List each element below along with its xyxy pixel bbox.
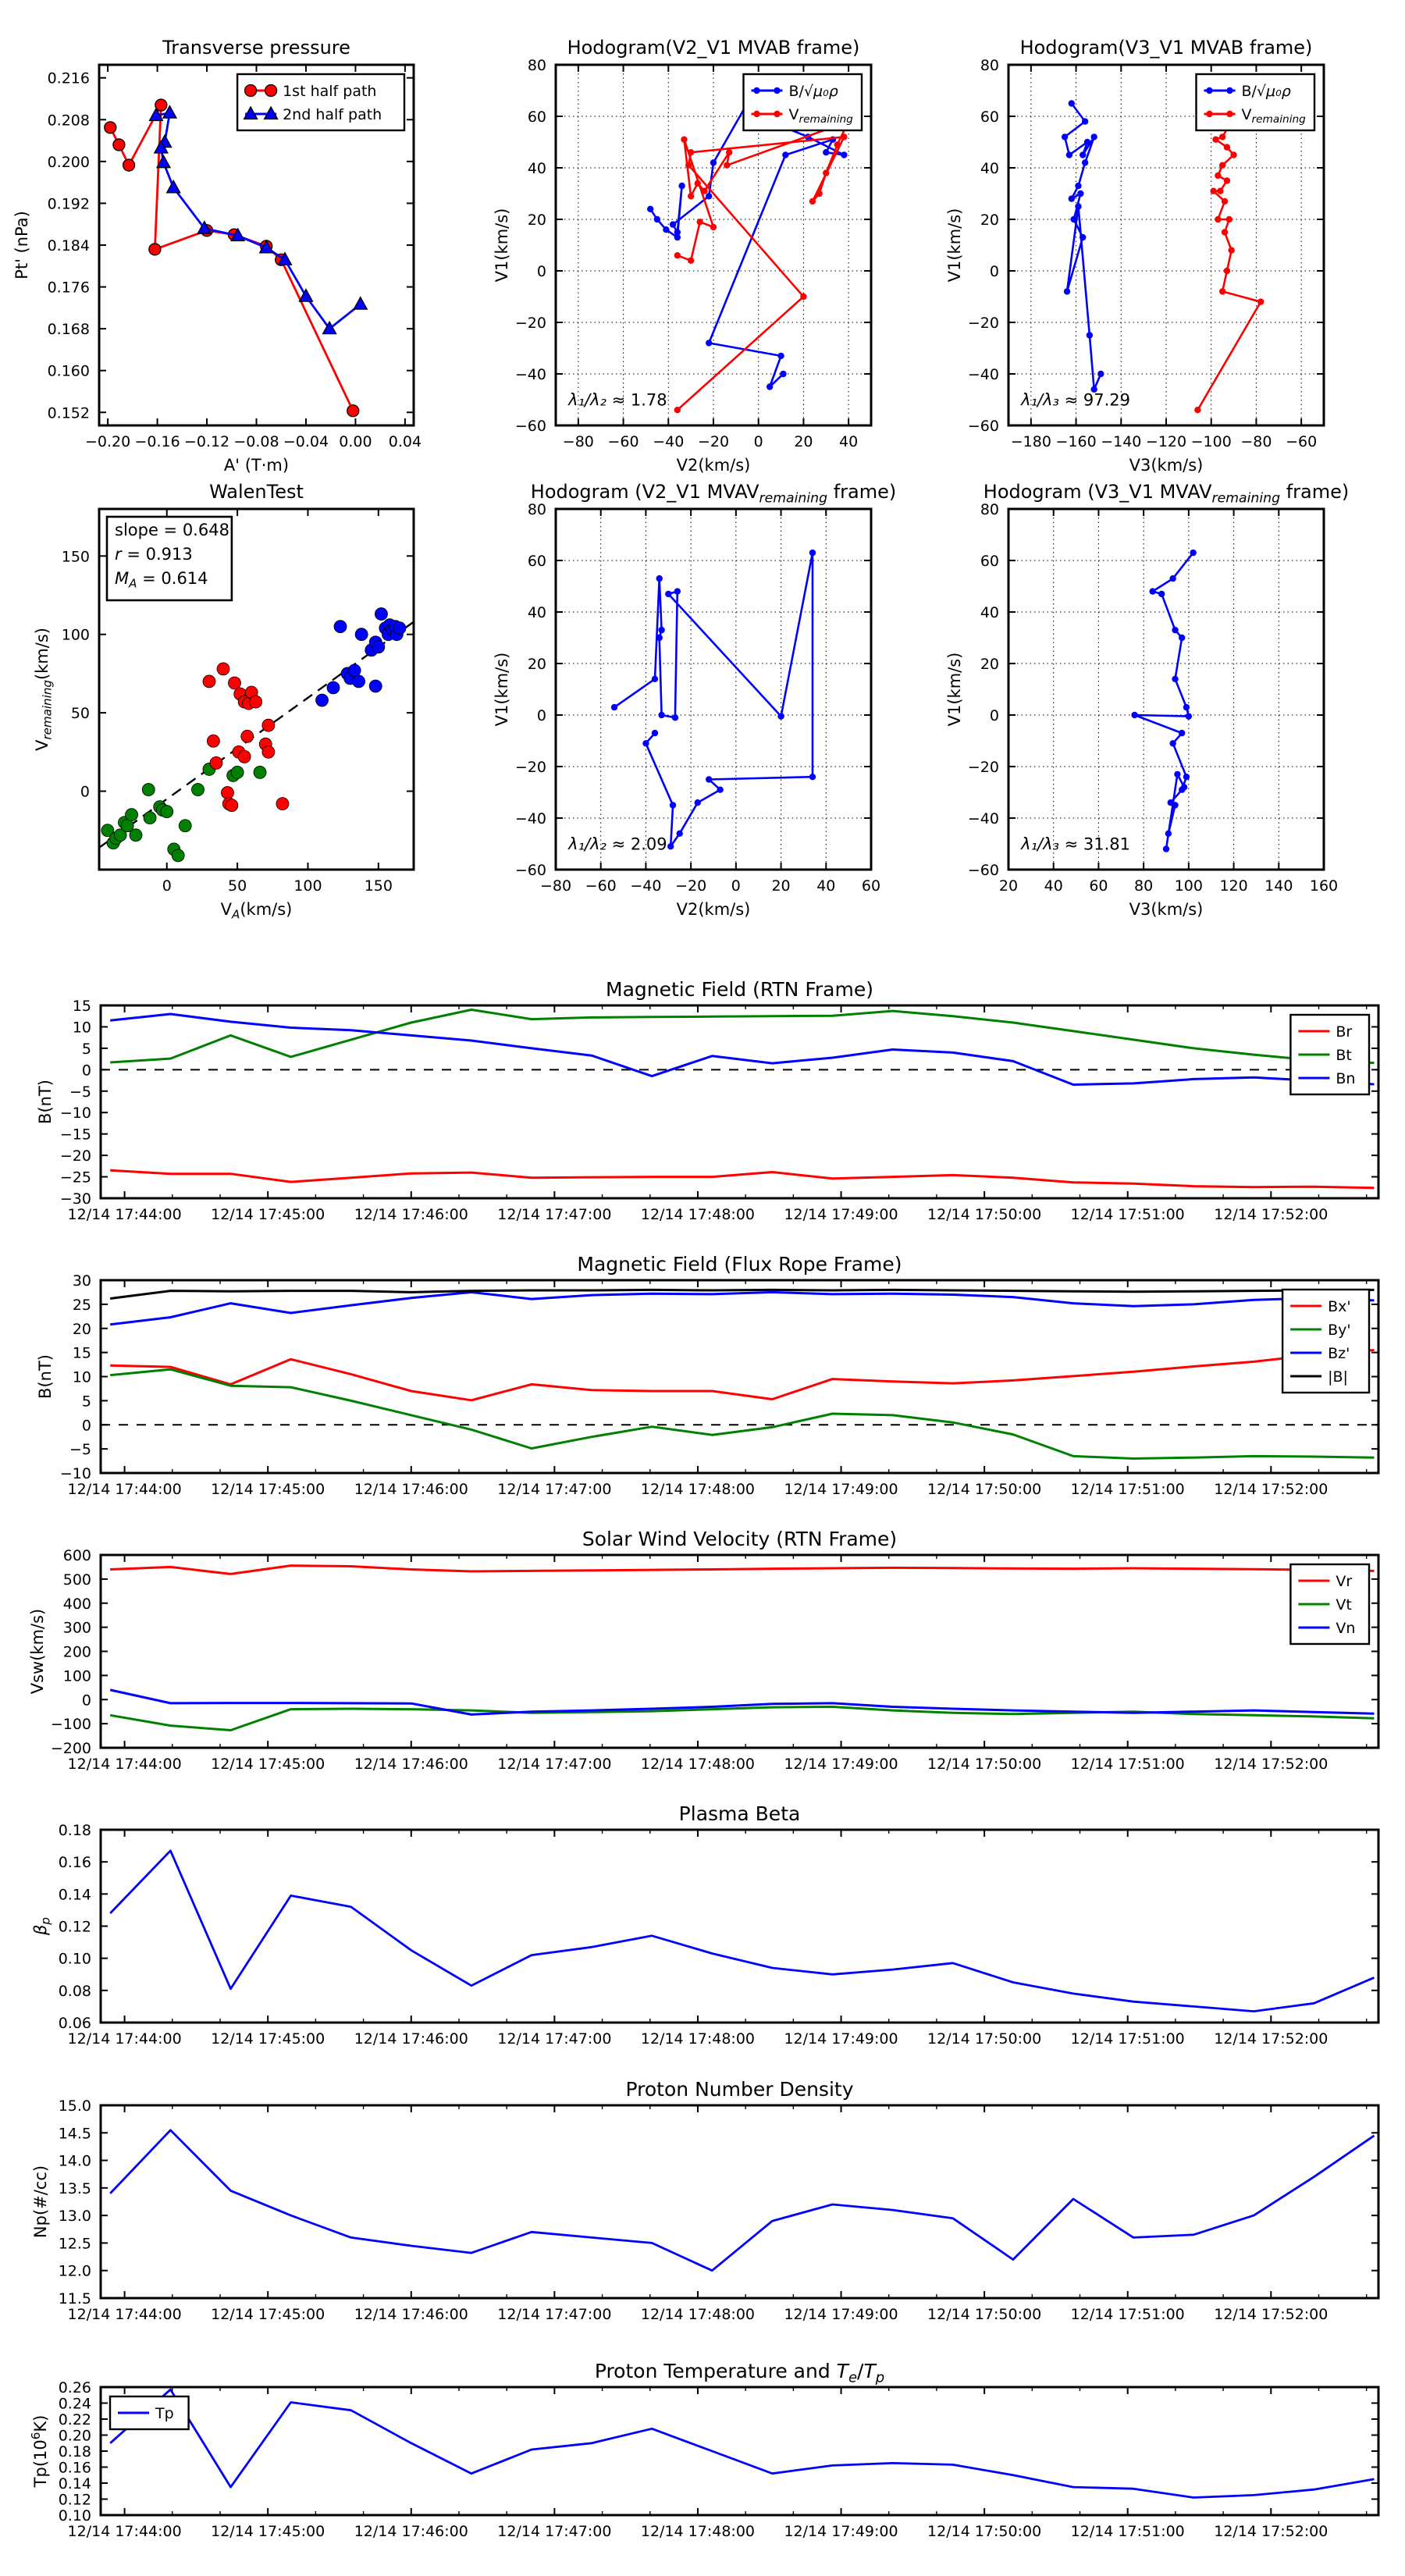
svg-text:12/14 17:47:00: 12/14 17:47:00 bbox=[497, 2523, 612, 2540]
svg-text:12/14 17:51:00: 12/14 17:51:00 bbox=[1070, 2306, 1185, 2323]
svg-text:Hodogram (V3_V1 MVAVremaining: Hodogram (V3_V1 $MVAV_{remaining}$ frame) bbox=[983, 481, 1350, 507]
svg-text:5: 5 bbox=[81, 1040, 91, 1058]
annotation: λ₁/λ₃ ≈ 97.29 bbox=[1021, 390, 1131, 410]
chart-hodogram-v3v1-mvav bbox=[945, 481, 1350, 919]
legend bbox=[744, 74, 863, 130]
svg-text:12/14 17:51:00: 12/14 17:51:00 bbox=[1070, 1756, 1185, 1773]
svg-text:12/14 17:49:00: 12/14 17:49:00 bbox=[784, 1481, 898, 1498]
plot-proton-density bbox=[31, 2078, 1378, 2323]
svg-text:12.5: 12.5 bbox=[58, 2235, 91, 2253]
svg-text:0: 0 bbox=[536, 707, 546, 724]
svg-text:Proton Temperature and Te/Tp: Proton Temperature and $T_e/T_p$ bbox=[594, 2360, 885, 2386]
svg-text:12/14 17:52:00: 12/14 17:52:00 bbox=[1214, 2523, 1329, 2540]
svg-text:0.12: 0.12 bbox=[58, 1918, 91, 1936]
svg-text:−40: −40 bbox=[630, 877, 662, 895]
plot-vsw-rtn bbox=[28, 1528, 1378, 1773]
chart-hodogram-v3v1-mvab bbox=[945, 37, 1324, 475]
svg-text:−100: −100 bbox=[1190, 433, 1232, 450]
svg-text:−20: −20 bbox=[675, 877, 707, 895]
svg-text:40: 40 bbox=[1044, 877, 1063, 895]
plot-walen-test bbox=[33, 481, 414, 922]
svg-text:12/14 17:52:00: 12/14 17:52:00 bbox=[1214, 2030, 1329, 2048]
svg-text:−60: −60 bbox=[1286, 433, 1318, 450]
svg-text:0: 0 bbox=[753, 433, 763, 450]
svg-text:12/14 17:44:00: 12/14 17:44:00 bbox=[67, 1206, 182, 1223]
svg-text:0.26: 0.26 bbox=[58, 2379, 91, 2396]
svg-text:0.152: 0.152 bbox=[47, 404, 90, 422]
svg-text:20: 20 bbox=[794, 433, 813, 450]
svg-text:−40: −40 bbox=[514, 366, 546, 383]
svg-text:20: 20 bbox=[527, 212, 546, 229]
svg-text:12/14 17:46:00: 12/14 17:46:00 bbox=[354, 1756, 468, 1773]
chart-hodogram-v2v1-mvab bbox=[493, 37, 871, 475]
svg-text:Magnetic Field (RTN Frame): Magnetic Field (RTN Frame) bbox=[606, 978, 873, 1001]
svg-text:B(nT): B(nT) bbox=[36, 1354, 55, 1399]
svg-text:−25: −25 bbox=[59, 1169, 91, 1187]
svg-text:Tp(106K): $Tp(10^6K)$ bbox=[29, 2414, 50, 2488]
chart-proton-number-density bbox=[31, 2078, 1378, 2323]
svg-text:Tp: Tp bbox=[155, 2405, 174, 2422]
svg-text:Hodogram(V2_V1 MVAB frame): Hodogram(V2_V1 MVAB frame) bbox=[567, 37, 860, 59]
svg-text:150: 150 bbox=[364, 877, 393, 895]
annotation: λ₁/λ₂ ≈ 2.09 bbox=[568, 834, 667, 854]
svg-text:500: 500 bbox=[62, 1571, 91, 1589]
svg-text:400: 400 bbox=[62, 1595, 91, 1613]
svg-text:0.200: 0.200 bbox=[47, 153, 90, 171]
svg-text:12/14 17:45:00: 12/14 17:45:00 bbox=[211, 1756, 325, 1773]
svg-text:−200: −200 bbox=[50, 1740, 91, 1757]
svg-text:Vr: Vr bbox=[1336, 1573, 1353, 1590]
svg-text:12/14 17:51:00: 12/14 17:51:00 bbox=[1070, 1481, 1185, 1498]
svg-text:12/14 17:46:00: 12/14 17:46:00 bbox=[354, 2030, 468, 2048]
svg-text:−60: −60 bbox=[607, 433, 639, 450]
svg-text:12/14 17:48:00: 12/14 17:48:00 bbox=[640, 1206, 756, 1223]
svg-text:12/14 17:45:00: 12/14 17:45:00 bbox=[211, 2030, 325, 2048]
svg-text:−5: −5 bbox=[69, 1441, 91, 1459]
svg-text:Hodogram(V3_V1 MVAB frame): Hodogram(V3_V1 MVAB frame) bbox=[1019, 37, 1313, 59]
svg-text:12/14 17:46:00: 12/14 17:46:00 bbox=[354, 2306, 468, 2323]
svg-text:0.192: 0.192 bbox=[47, 195, 90, 213]
svg-text:80: 80 bbox=[527, 57, 546, 74]
svg-text:14.5: 14.5 bbox=[58, 2125, 91, 2143]
svg-text:30: 30 bbox=[72, 1272, 91, 1290]
svg-text:B(nT): B(nT) bbox=[36, 1080, 55, 1124]
svg-text:Hodogram (V2_V1 MVAVremaining: Hodogram (V2_V1 $MVAV_{remaining}$ frame) bbox=[530, 481, 897, 507]
annotation: λ₁/λ₂ ≈ 1.78 bbox=[568, 390, 667, 410]
svg-text:−0.16: −0.16 bbox=[134, 433, 180, 450]
svg-text:0.18: 0.18 bbox=[58, 2443, 91, 2460]
plot-hodogram-v3v1-mvab bbox=[945, 37, 1324, 475]
svg-text:1st half path: 1st half path bbox=[283, 83, 377, 100]
svg-text:25: 25 bbox=[72, 1296, 91, 1314]
svg-text:20: 20 bbox=[771, 877, 791, 895]
svg-text:80: 80 bbox=[1134, 877, 1154, 895]
svg-text:14.0: 14.0 bbox=[58, 2152, 91, 2170]
svg-text:−20: −20 bbox=[59, 1147, 91, 1165]
svg-text:Vremaining: $V_{remaining}$ bbox=[1241, 106, 1306, 126]
svg-text:0.24: 0.24 bbox=[58, 2395, 91, 2413]
svg-text:Vt: Vt bbox=[1336, 1596, 1352, 1614]
svg-text:Bz': Bz' bbox=[1328, 1345, 1350, 1362]
svg-text:12/14 17:45:00: 12/14 17:45:00 bbox=[211, 2523, 325, 2540]
svg-text:20: 20 bbox=[980, 656, 999, 673]
svg-text:13.0: 13.0 bbox=[58, 2208, 91, 2226]
svg-text:13.5: 13.5 bbox=[58, 2179, 91, 2197]
svg-text:40: 40 bbox=[980, 604, 999, 621]
svg-text:−140: −140 bbox=[1101, 433, 1142, 450]
svg-text:12/14 17:49:00: 12/14 17:49:00 bbox=[784, 1206, 898, 1223]
chart-solar-wind-velocity bbox=[28, 1528, 1378, 1773]
svg-text:0.00: 0.00 bbox=[339, 433, 372, 450]
svg-text:Vn: Vn bbox=[1336, 1620, 1356, 1637]
svg-text:0.10: 0.10 bbox=[58, 2507, 91, 2524]
svg-text:Pt' (nPa): Pt' (nPa) bbox=[12, 211, 31, 279]
svg-text:0: 0 bbox=[536, 263, 546, 280]
svg-text:0.04: 0.04 bbox=[388, 433, 422, 450]
svg-text:40: 40 bbox=[980, 160, 999, 177]
svg-text:Vremaining: $V_{remaining}$ bbox=[788, 106, 853, 126]
svg-text:12/14 17:47:00: 12/14 17:47:00 bbox=[497, 2306, 612, 2323]
svg-text:V2(km/s): V2(km/s) bbox=[676, 456, 751, 475]
svg-text:12/14 17:50:00: 12/14 17:50:00 bbox=[927, 2030, 1042, 2048]
svg-text:200: 200 bbox=[62, 1643, 91, 1661]
svg-text:WalenTest: WalenTest bbox=[209, 481, 304, 503]
svg-text:B/√μ₀ρ: B/√μ₀ρ bbox=[788, 83, 838, 100]
svg-text:12/14 17:48:00: 12/14 17:48:00 bbox=[640, 1481, 756, 1498]
svg-text:0.06: 0.06 bbox=[58, 2015, 91, 2032]
legend bbox=[237, 74, 404, 130]
svg-text:12/14 17:51:00: 12/14 17:51:00 bbox=[1070, 2030, 1185, 2048]
svg-text:12/14 17:47:00: 12/14 17:47:00 bbox=[497, 2030, 612, 2048]
annotation: λ₁/λ₃ ≈ 31.81 bbox=[1021, 834, 1131, 854]
svg-text:V1(km/s): V1(km/s) bbox=[945, 208, 964, 283]
plot-transverse-pressure bbox=[12, 37, 422, 475]
svg-text:0: 0 bbox=[81, 1417, 91, 1435]
svg-text:40: 40 bbox=[839, 433, 859, 450]
svg-text:50: 50 bbox=[228, 877, 247, 895]
svg-text:A' (T·m): A' (T·m) bbox=[223, 456, 290, 475]
svg-text:20: 20 bbox=[72, 1320, 91, 1338]
plot-b-fluxrope bbox=[36, 1253, 1378, 1498]
svg-text:12/14 17:44:00: 12/14 17:44:00 bbox=[67, 2030, 182, 2048]
svg-text:By': By' bbox=[1328, 1322, 1351, 1339]
chart-hodogram-v2v1-mvav bbox=[493, 481, 897, 919]
svg-text:12/14 17:50:00: 12/14 17:50:00 bbox=[927, 2306, 1042, 2323]
svg-text:−160: −160 bbox=[1055, 433, 1097, 450]
svg-text:Transverse pressure: Transverse pressure bbox=[162, 37, 350, 59]
svg-text:−10: −10 bbox=[59, 1465, 91, 1482]
svg-text:0.160: 0.160 bbox=[47, 362, 90, 380]
svg-text:50: 50 bbox=[70, 705, 90, 723]
svg-text:100: 100 bbox=[61, 626, 90, 644]
svg-text:12/14 17:45:00: 12/14 17:45:00 bbox=[211, 1206, 325, 1223]
svg-text:0.14: 0.14 bbox=[58, 1886, 91, 1904]
svg-text:−15: −15 bbox=[59, 1126, 91, 1144]
chart-transverse-pressure bbox=[12, 37, 422, 475]
svg-text:60: 60 bbox=[527, 109, 546, 126]
svg-text:20: 20 bbox=[527, 656, 546, 673]
svg-text:slope = 0.648: slope = 0.648 bbox=[115, 521, 229, 539]
svg-text:40: 40 bbox=[527, 604, 546, 621]
svg-text:12/14 17:49:00: 12/14 17:49:00 bbox=[784, 2523, 898, 2540]
svg-text:0.176: 0.176 bbox=[47, 279, 90, 297]
svg-text:20: 20 bbox=[980, 212, 999, 229]
svg-text:0.14: 0.14 bbox=[58, 2475, 91, 2492]
svg-text:V1(km/s): V1(km/s) bbox=[493, 652, 511, 727]
svg-text:12/14 17:50:00: 12/14 17:50:00 bbox=[927, 1206, 1042, 1223]
legend bbox=[1290, 1564, 1369, 1644]
svg-text:12/14 17:49:00: 12/14 17:49:00 bbox=[784, 2306, 898, 2323]
svg-text:12/14 17:44:00: 12/14 17:44:00 bbox=[67, 2523, 182, 2540]
svg-text:Bt: Bt bbox=[1336, 1047, 1352, 1064]
svg-text:12/14 17:48:00: 12/14 17:48:00 bbox=[640, 2306, 756, 2323]
svg-text:80: 80 bbox=[980, 57, 999, 74]
chart-magnetic-field-rtn bbox=[36, 978, 1378, 1223]
svg-text:20: 20 bbox=[998, 877, 1019, 895]
legend bbox=[1197, 74, 1315, 130]
svg-text:0.168: 0.168 bbox=[47, 321, 90, 339]
svg-text:Proton Number Density: Proton Number Density bbox=[625, 2078, 854, 2101]
svg-text:Np(#/cc): Np(#/cc) bbox=[31, 2165, 50, 2239]
svg-text:60: 60 bbox=[980, 109, 999, 126]
svg-text:150: 150 bbox=[61, 548, 90, 566]
svg-text:Br: Br bbox=[1336, 1023, 1353, 1041]
svg-text:12/14 17:48:00: 12/14 17:48:00 bbox=[640, 2030, 756, 2048]
svg-text:−20: −20 bbox=[514, 315, 546, 332]
svg-text:−10: −10 bbox=[59, 1105, 91, 1123]
svg-text:12/14 17:44:00: 12/14 17:44:00 bbox=[67, 1756, 182, 1773]
svg-text:60: 60 bbox=[980, 553, 999, 570]
svg-text:0.10: 0.10 bbox=[58, 1950, 91, 1968]
svg-text:12/14 17:50:00: 12/14 17:50:00 bbox=[927, 1481, 1042, 1498]
svg-text:12/14 17:49:00: 12/14 17:49:00 bbox=[784, 1756, 898, 1773]
svg-text:−40: −40 bbox=[967, 366, 999, 383]
svg-text:12/14 17:51:00: 12/14 17:51:00 bbox=[1070, 1206, 1185, 1223]
svg-text:−120: −120 bbox=[1145, 433, 1187, 450]
svg-text:80: 80 bbox=[980, 501, 999, 518]
svg-text:−40: −40 bbox=[967, 810, 999, 827]
svg-text:0.216: 0.216 bbox=[47, 69, 90, 87]
svg-text:0.16: 0.16 bbox=[58, 1854, 91, 1872]
svg-text:0.16: 0.16 bbox=[58, 2459, 91, 2477]
svg-text:−40: −40 bbox=[653, 433, 685, 450]
svg-text:2nd half path: 2nd half path bbox=[283, 106, 382, 123]
svg-text:12/14 17:44:00: 12/14 17:44:00 bbox=[67, 2306, 182, 2323]
svg-text:100: 100 bbox=[62, 1667, 91, 1685]
svg-text:0: 0 bbox=[81, 1062, 91, 1080]
svg-text:0.22: 0.22 bbox=[58, 2411, 91, 2428]
svg-text:12/14 17:50:00: 12/14 17:50:00 bbox=[927, 2523, 1042, 2540]
svg-text:V1(km/s): V1(km/s) bbox=[945, 652, 964, 727]
plot-hodogram-v3v1-mvav bbox=[945, 481, 1350, 919]
svg-text:Plasma Beta: Plasma Beta bbox=[678, 1802, 801, 1825]
svg-text:−20: −20 bbox=[967, 315, 999, 332]
chart-walen-test bbox=[33, 481, 414, 922]
svg-text:0.20: 0.20 bbox=[58, 2427, 91, 2445]
svg-text:600: 600 bbox=[62, 1547, 91, 1564]
svg-text:−60: −60 bbox=[967, 862, 999, 879]
svg-text:V1(km/s): V1(km/s) bbox=[493, 208, 511, 283]
svg-text:0: 0 bbox=[989, 707, 999, 724]
svg-text:VA(km/s): $V_A(km/s)$ bbox=[220, 900, 293, 922]
plot-proton-temperature bbox=[29, 2360, 1378, 2540]
svg-text:−80: −80 bbox=[1240, 433, 1272, 450]
svg-text:−180: −180 bbox=[1010, 433, 1051, 450]
svg-text:140: 140 bbox=[1264, 877, 1293, 895]
svg-text:βp: $\beta_p$ bbox=[31, 1917, 53, 1935]
svg-text:12/14 17:48:00: 12/14 17:48:00 bbox=[640, 2523, 756, 2540]
svg-text:Bn: Bn bbox=[1336, 1070, 1356, 1087]
svg-text:12/14 17:48:00: 12/14 17:48:00 bbox=[640, 1756, 756, 1773]
svg-text:0: 0 bbox=[731, 877, 741, 895]
svg-text:40: 40 bbox=[816, 877, 836, 895]
svg-text:300: 300 bbox=[62, 1619, 91, 1637]
chart-proton-temperature bbox=[29, 2360, 1378, 2540]
svg-text:−20: −20 bbox=[514, 759, 546, 776]
plot-hodogram-v2v1-mvav bbox=[493, 481, 897, 919]
svg-text:Vremaining(km/s): $V_{remaining}(km/s)$ bbox=[33, 627, 55, 752]
svg-text:60: 60 bbox=[527, 553, 546, 570]
svg-text:−0.04: −0.04 bbox=[283, 433, 329, 450]
svg-text:MA = 0.614: $M_A = 0.614$ bbox=[115, 569, 208, 591]
legend bbox=[1290, 1015, 1369, 1094]
svg-text:−80: −80 bbox=[562, 433, 594, 450]
svg-text:40: 40 bbox=[527, 160, 546, 177]
svg-text:12/14 17:47:00: 12/14 17:47:00 bbox=[497, 1206, 612, 1223]
svg-text:12.0: 12.0 bbox=[58, 2262, 91, 2280]
svg-text:V2(km/s): V2(km/s) bbox=[676, 900, 751, 919]
svg-text:15.0: 15.0 bbox=[58, 2097, 91, 2115]
svg-text:100: 100 bbox=[1174, 877, 1203, 895]
svg-text:100: 100 bbox=[293, 877, 322, 895]
svg-text:−20: −20 bbox=[697, 433, 730, 450]
svg-text:0: 0 bbox=[80, 783, 90, 801]
svg-text:12/14 17:44:00: 12/14 17:44:00 bbox=[67, 1481, 182, 1498]
svg-text:−40: −40 bbox=[514, 810, 546, 827]
plot-b-rtn bbox=[36, 978, 1378, 1223]
svg-text:12/14 17:47:00: 12/14 17:47:00 bbox=[497, 1756, 612, 1773]
svg-text:160: 160 bbox=[1309, 877, 1339, 895]
svg-text:120: 120 bbox=[1219, 877, 1248, 895]
svg-text:−60: −60 bbox=[967, 418, 999, 435]
svg-text:−5: −5 bbox=[69, 1083, 91, 1101]
svg-text:12/14 17:52:00: 12/14 17:52:00 bbox=[1214, 1481, 1329, 1498]
svg-text:12/14 17:45:00: 12/14 17:45:00 bbox=[211, 2306, 325, 2323]
svg-text:Vsw(km/s): Vsw(km/s) bbox=[28, 1608, 47, 1695]
svg-text:12/14 17:52:00: 12/14 17:52:00 bbox=[1214, 1206, 1329, 1223]
svg-text:0.18: 0.18 bbox=[58, 1822, 91, 1839]
svg-text:V3(km/s): V3(km/s) bbox=[1129, 456, 1204, 475]
svg-text:Bx': Bx' bbox=[1328, 1298, 1351, 1315]
legend bbox=[110, 2396, 189, 2429]
svg-text:−20: −20 bbox=[967, 759, 999, 776]
chart-magnetic-field-fluxrope bbox=[36, 1253, 1378, 1498]
svg-text:−0.08: −0.08 bbox=[233, 433, 279, 450]
svg-text:0.184: 0.184 bbox=[47, 237, 90, 254]
svg-text:80: 80 bbox=[527, 501, 546, 518]
svg-text:15: 15 bbox=[72, 1344, 91, 1362]
svg-text:10: 10 bbox=[72, 1019, 91, 1037]
svg-text:12/14 17:51:00: 12/14 17:51:00 bbox=[1070, 2523, 1185, 2540]
svg-text:−80: −80 bbox=[539, 877, 572, 895]
svg-text:12/14 17:49:00: 12/14 17:49:00 bbox=[784, 2030, 898, 2048]
svg-text:r = 0.913: r = 0.913 bbox=[115, 545, 193, 564]
svg-text:5: 5 bbox=[81, 1393, 91, 1411]
svg-text:12/14 17:52:00: 12/14 17:52:00 bbox=[1214, 1756, 1329, 1773]
svg-text:0.208: 0.208 bbox=[47, 112, 90, 130]
svg-text:10: 10 bbox=[72, 1368, 91, 1386]
svg-text:−0.12: −0.12 bbox=[183, 433, 230, 450]
svg-text:−60: −60 bbox=[585, 877, 617, 895]
chart-plasma-beta bbox=[31, 1802, 1378, 2048]
svg-text:−60: −60 bbox=[514, 862, 546, 879]
svg-text:−30: −30 bbox=[59, 1190, 91, 1208]
svg-text:0: 0 bbox=[162, 877, 172, 895]
legend bbox=[1282, 1290, 1369, 1393]
svg-text:0.08: 0.08 bbox=[58, 1982, 91, 2000]
svg-text:0: 0 bbox=[81, 1692, 91, 1710]
svg-text:V3(km/s): V3(km/s) bbox=[1129, 900, 1204, 919]
svg-text:12/14 17:45:00: 12/14 17:45:00 bbox=[211, 1481, 325, 1498]
stats-box bbox=[107, 517, 232, 600]
svg-text:12/14 17:50:00: 12/14 17:50:00 bbox=[927, 1756, 1042, 1773]
svg-text:12/14 17:46:00: 12/14 17:46:00 bbox=[354, 1206, 468, 1223]
svg-text:−100: −100 bbox=[50, 1716, 91, 1734]
svg-text:Solar Wind Velocity (RTN Frame: Solar Wind Velocity (RTN Frame) bbox=[582, 1528, 898, 1550]
svg-text:−60: −60 bbox=[514, 418, 546, 435]
plot-hodogram-v2v1-mvab bbox=[493, 37, 871, 475]
svg-text:60: 60 bbox=[1089, 877, 1108, 895]
svg-text:11.5: 11.5 bbox=[58, 2290, 91, 2307]
svg-text:12/14 17:47:00: 12/14 17:47:00 bbox=[497, 1481, 612, 1498]
svg-text:0.12: 0.12 bbox=[58, 2491, 91, 2509]
svg-text:0: 0 bbox=[989, 263, 999, 280]
svg-text:−0.20: −0.20 bbox=[84, 433, 131, 450]
svg-text:60: 60 bbox=[861, 877, 881, 895]
svg-text:Magnetic Field (Flux Rope Fram: Magnetic Field (Flux Rope Frame) bbox=[577, 1253, 902, 1276]
svg-text:15: 15 bbox=[72, 998, 91, 1015]
svg-text:12/14 17:46:00: 12/14 17:46:00 bbox=[354, 2523, 468, 2540]
svg-text:12/14 17:46:00: 12/14 17:46:00 bbox=[354, 1481, 468, 1498]
svg-text:|B|: |B| bbox=[1328, 1368, 1348, 1386]
svg-text:12/14 17:52:00: 12/14 17:52:00 bbox=[1214, 2306, 1329, 2323]
svg-text:B/√μ₀ρ: B/√μ₀ρ bbox=[1241, 83, 1291, 100]
